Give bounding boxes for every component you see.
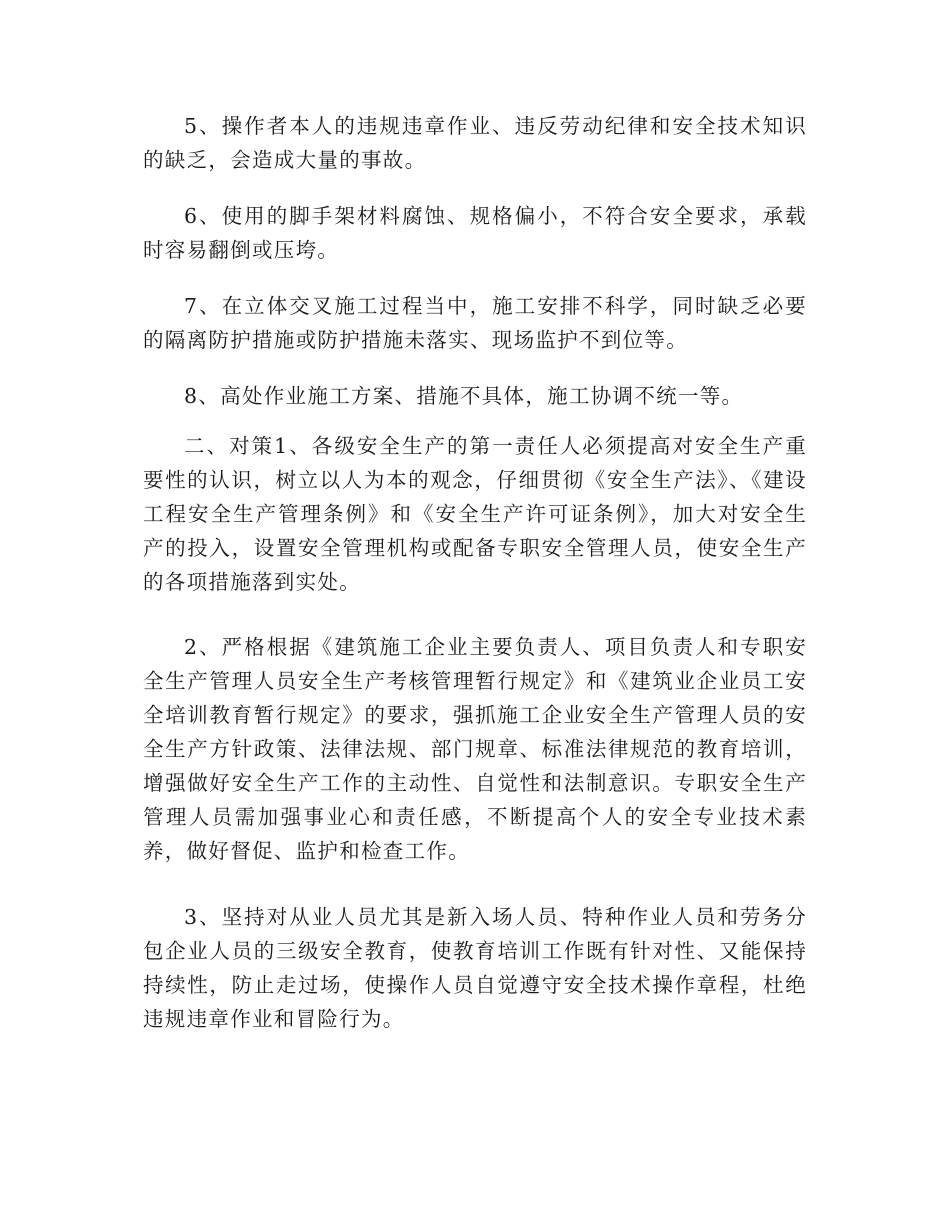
paragraph-countermeasure-1: 二、对策1、各级安全生产的第一责任人必须提高对安全生产重要性的认识，树立以人为本的观念，仔细贯彻《安全生产法》、《建设工程安全生产管理条例》和《安全生产许可证条例》，加大对安全生产的投入，设置安全管理机构或配备专职安全管理人员，使安全生产的各项措施落到实处。 xyxy=(143,434,807,594)
paragraph-cause-6: 6、使用的脚手架材料腐蚀、规格偏小，不符合安全要求，承载时容易翻倒或压垮。 xyxy=(143,204,807,262)
paragraph-cause-8: 8、高处作业施工方案、措施不具体，施工协调不统一等。 xyxy=(184,384,744,408)
paragraph-cause-5: 5、操作者本人的违规违章作业、违反劳动纪律和安全技术知识的缺乏，会造成大量的事故。 xyxy=(143,114,807,172)
paragraph-countermeasure-3: 3、坚持对从业人员尤其是新入场人员、特种作业人员和劳务分包企业人员的三级安全教育，使教育培训工作既有针对性、又能保持持续性，防止走过场，使操作人员自觉遵守安全技术操作章程，杜绝违规违章作业和冒险行为。 xyxy=(143,905,807,1031)
paragraph-countermeasure-2: 2、严格根据《建筑施工企业主要负责人、项目负责人和专职安全生产管理人员安全生产考核管理暂行规定》和《建筑业企业员工安全培训教育暂行规定》的要求，强抓施工企业安全生产管理人员的安全生产方针政策、法律法规、部门规章、标准法律规范的教育培训，增强做好安全生产工作的主动性、自觉性和法制意识。专职安全生产管理人员需加强事业心和责任感，不断提高个人的安全专业技术素养，做好督促、监护和检查工作。 xyxy=(143,635,807,863)
paragraph-cause-7: 7、在立体交叉施工过程当中，施工安排不科学，同时缺乏必要的隔离防护措施或防护措施未落实、现场监护不到位等。 xyxy=(143,294,807,352)
